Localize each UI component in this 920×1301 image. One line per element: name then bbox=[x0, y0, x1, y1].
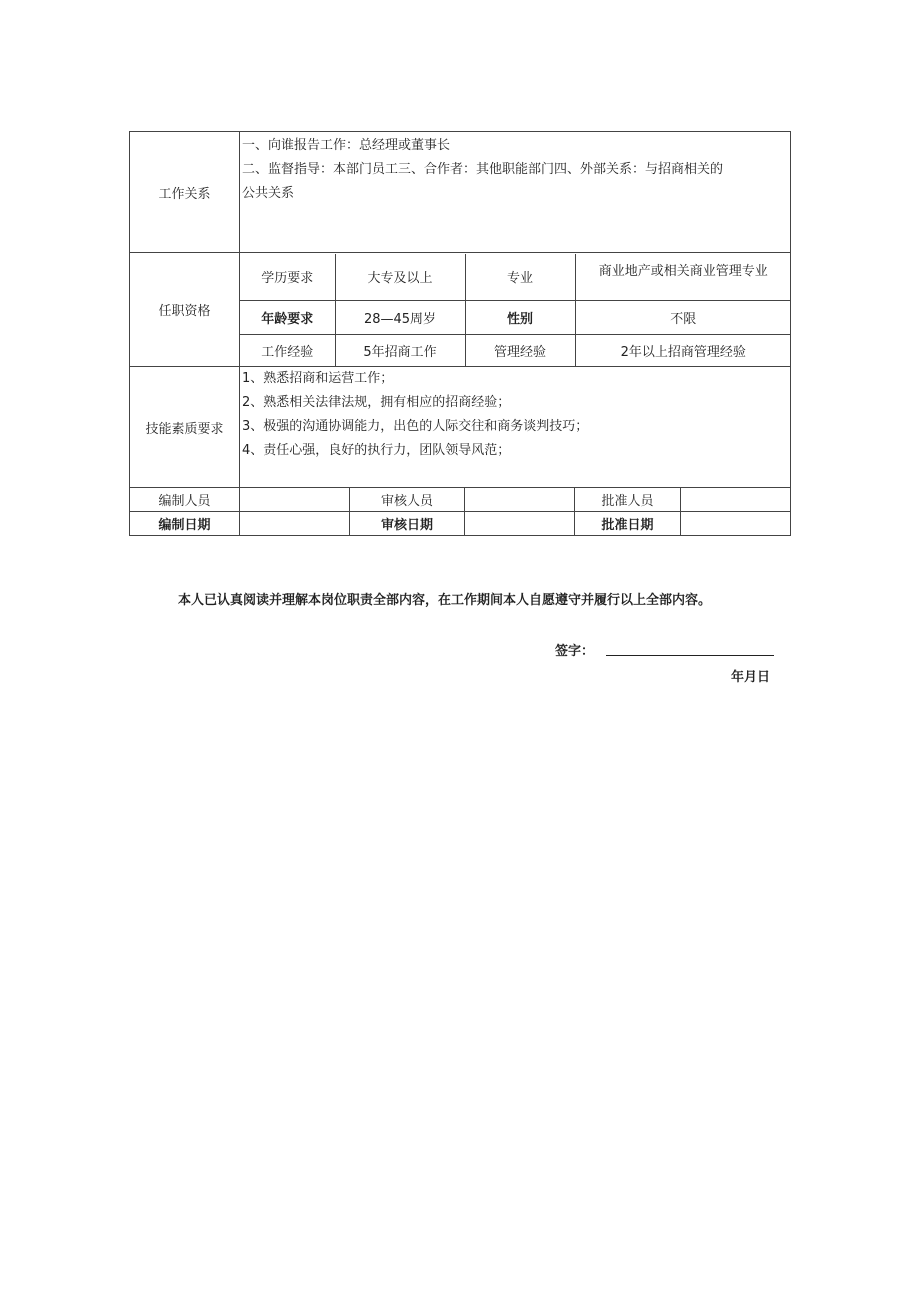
education-key: 学历要求 bbox=[240, 254, 335, 301]
prepared-by-field bbox=[240, 488, 350, 512]
work-relations-line: 公共关系 bbox=[242, 186, 295, 201]
reviewed-date-label: 审核日期 bbox=[350, 512, 465, 536]
skills-line: 1、熟悉招商和运营工作； bbox=[242, 371, 394, 386]
major-key: 专业 bbox=[465, 254, 575, 301]
reviewed-date-field bbox=[465, 512, 575, 536]
gender-key: 性别 bbox=[465, 301, 575, 335]
job-description-table bbox=[129, 131, 791, 536]
skills-line: 2、熟悉相关法律法规，拥有相应的招商经验； bbox=[242, 395, 511, 410]
major-value: 商业地产或相关商业管理专业 bbox=[575, 254, 791, 301]
work-relations-line: 二、监督指导：本部门员工三、合作者：其他职能部门四、外部关系：与招商相关的 bbox=[242, 162, 724, 177]
prepared-by-label: 编制人员 bbox=[130, 488, 240, 512]
skills-content bbox=[240, 367, 791, 488]
experience-key: 工作经验 bbox=[240, 335, 335, 366]
prepared-date-field bbox=[240, 512, 350, 536]
work-relations-line: 一、向谁报告工作：总经理或董事长 bbox=[242, 138, 451, 153]
work-relations-content bbox=[240, 132, 791, 253]
qualifications-subtable bbox=[240, 254, 791, 366]
skills-line: 3、极强的沟通协调能力，出色的人际交往和商务谈判技巧； bbox=[242, 419, 589, 434]
management-key: 管理经验 bbox=[465, 335, 575, 366]
reviewed-by-field bbox=[465, 488, 575, 512]
experience-value: 5年招商工作 bbox=[335, 335, 465, 366]
qualifications-label: 任职资格 bbox=[130, 253, 240, 367]
qualifications-content bbox=[240, 253, 791, 367]
approved-by-label: 批准人员 bbox=[575, 488, 681, 512]
skills-label: 技能素质要求 bbox=[130, 367, 240, 488]
approved-by-field bbox=[681, 488, 791, 512]
management-value: 2年以上招商管理经验 bbox=[620, 344, 746, 360]
skills-line: 4、责任心强，良好的执行力，团队领导风范； bbox=[242, 443, 511, 458]
date-label: 年月日 bbox=[731, 670, 771, 685]
acknowledgement-notice: 本人已认真阅读并理解本岗位职责全部内容，在工作期间本人自愿遵守并履行以上全部内容。 bbox=[178, 593, 712, 608]
approved-date-label: 批准日期 bbox=[575, 512, 681, 536]
work-relations-label: 工作关系 bbox=[130, 132, 240, 253]
education-value: 大专及以上 bbox=[335, 254, 465, 301]
signature-label: 签字： bbox=[555, 644, 595, 659]
signature-line bbox=[606, 655, 774, 656]
gender-value: 不限 bbox=[575, 301, 791, 335]
age-key: 年龄要求 bbox=[240, 301, 335, 335]
prepared-date-label: 编制日期 bbox=[130, 512, 240, 536]
reviewed-by-label: 审核人员 bbox=[350, 488, 465, 512]
age-value: 28—45周岁 bbox=[335, 301, 465, 335]
approved-date-field bbox=[681, 512, 791, 536]
